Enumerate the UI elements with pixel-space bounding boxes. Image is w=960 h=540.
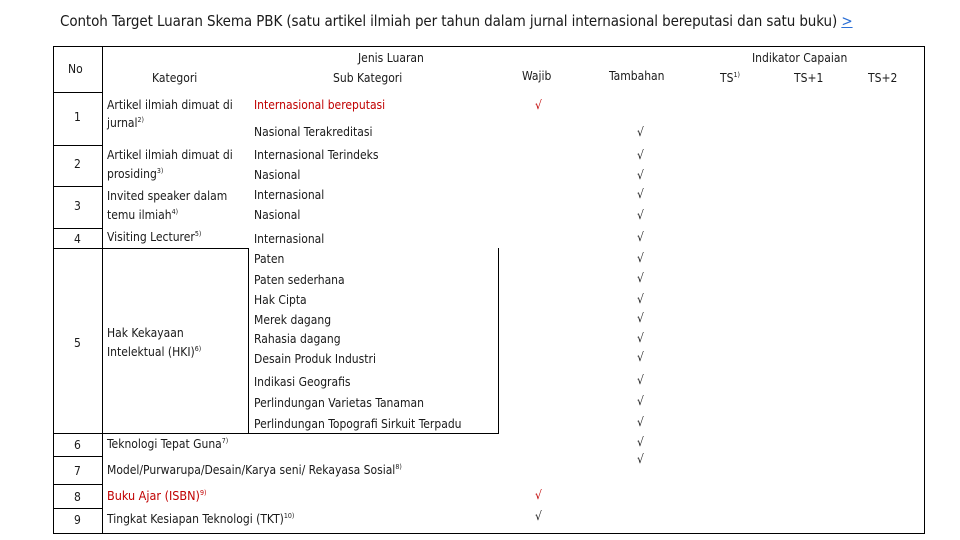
- row-kategori-line1: Invited speaker dalam: [107, 189, 228, 203]
- row-kategori-line1: Artikel ilmiah dimuat di: [107, 98, 233, 112]
- tambahan-check: √: [637, 230, 644, 244]
- page-title: [60, 12, 853, 30]
- wajib-check: √: [535, 509, 542, 523]
- tambahan-check: √: [637, 168, 644, 182]
- tambahan-check: √: [637, 331, 644, 345]
- row-no: 9: [74, 513, 81, 527]
- tambahan-check: √: [637, 187, 644, 201]
- tambahan-check: √: [637, 292, 644, 306]
- sub-kategori: Internasional bereputasi: [254, 98, 386, 112]
- sub-kategori: Merek dagang: [254, 313, 332, 327]
- sub-kategori: Internasional: [254, 188, 325, 202]
- row-no: 4: [74, 232, 81, 246]
- row-kategori: Model/Purwarupa/Desain/Karya seni/ Rekayasa Sosial$^{8)}$: [107, 463, 402, 477]
- sub-kategori: Paten sederhana: [254, 273, 345, 287]
- tambahan-check: √: [637, 271, 644, 285]
- row-no: 1: [74, 110, 81, 124]
- row-kategori: Visiting Lecturer$^{5)}$: [107, 230, 202, 244]
- sub-kategori: Hak Cipta: [254, 293, 307, 307]
- tambahan-check: √: [637, 311, 644, 325]
- row-kategori: Buku Ajar (ISBN)$^{9)}$: [107, 488, 207, 503]
- row-no: 5: [74, 336, 81, 350]
- row-kategori-line2: temu ilmiah$^{4)}$: [107, 208, 179, 222]
- row-no: 8: [74, 490, 81, 504]
- wajib-check: √: [535, 98, 542, 112]
- tambahan-check: √: [637, 148, 644, 162]
- sub-kategori: Nasional: [254, 168, 301, 182]
- sub-kategori: Nasional: [254, 208, 301, 222]
- tambahan-check: √: [637, 415, 644, 429]
- row-no: 3: [74, 199, 81, 213]
- sub-kategori: Perlindungan Varietas Tanaman: [254, 396, 424, 410]
- header-tambahan: Tambahan: [609, 69, 665, 83]
- sub-kategori: Indikasi Geografis: [254, 375, 351, 389]
- sub-kategori: Perlindungan Topografi Sirkuit Terpadu: [254, 417, 462, 431]
- title-link[interactable]: >: [841, 12, 853, 30]
- row-kategori-line1: Hak Kekayaan: [107, 326, 184, 340]
- tambahan-check: √: [637, 435, 644, 449]
- wajib-check: √: [535, 488, 542, 502]
- row-no: 2: [74, 157, 81, 171]
- sub-kategori: Internasional Terindeks: [254, 148, 379, 162]
- tambahan-check: √: [637, 394, 644, 408]
- sub-kategori: Paten: [254, 252, 285, 266]
- header-sub-kategori: Sub Kategori: [333, 71, 403, 85]
- header-no: No: [68, 62, 83, 76]
- header-ts1: TS+1: [794, 71, 824, 85]
- row-kategori: Teknologi Tepat Guna$^{7)}$: [107, 437, 229, 451]
- sub-kategori: Internasional: [254, 232, 325, 246]
- tambahan-check: √: [637, 452, 644, 466]
- tambahan-check: √: [637, 251, 644, 265]
- row-kategori-line2: Intelektual (HKI)$^{6)}$: [107, 345, 202, 359]
- tambahan-check: √: [637, 208, 644, 222]
- header-indikator-capaian: Indikator Capaian: [752, 51, 848, 65]
- row-no: 6: [74, 438, 81, 452]
- tambahan-check: √: [637, 125, 644, 139]
- header-kategori: Kategori: [152, 71, 198, 85]
- sub-kategori: Rahasia dagang: [254, 332, 341, 346]
- title-text: Contoh Target Luaran Skema PBK (satu artikel ilmiah per tahun dalam jurnal internasional bereputasi dan satu buku): [60, 12, 838, 30]
- row-no: 7: [74, 464, 81, 478]
- row-kategori-line1: Artikel ilmiah dimuat di: [107, 148, 233, 162]
- tambahan-check: √: [637, 350, 644, 364]
- row-kategori: Tingkat Kesiapan Teknologi (TKT)$^{10)}$: [107, 512, 295, 526]
- sub-kategori: Desain Produk Industri: [254, 352, 376, 366]
- row-kategori-line2: jurnal$^{2)}$: [107, 116, 144, 130]
- header-ts2: TS+2: [868, 71, 898, 85]
- row-kategori-line2: prosiding$^{3)}$: [107, 167, 164, 181]
- sub-kategori: Nasional Terakreditasi: [254, 125, 373, 139]
- tambahan-check: √: [637, 373, 644, 387]
- header-wajib: Wajib: [522, 69, 552, 83]
- header-jenis-luaran: Jenis Luaran: [358, 51, 424, 65]
- header-ts: TS$^{1)}$: [720, 71, 740, 85]
